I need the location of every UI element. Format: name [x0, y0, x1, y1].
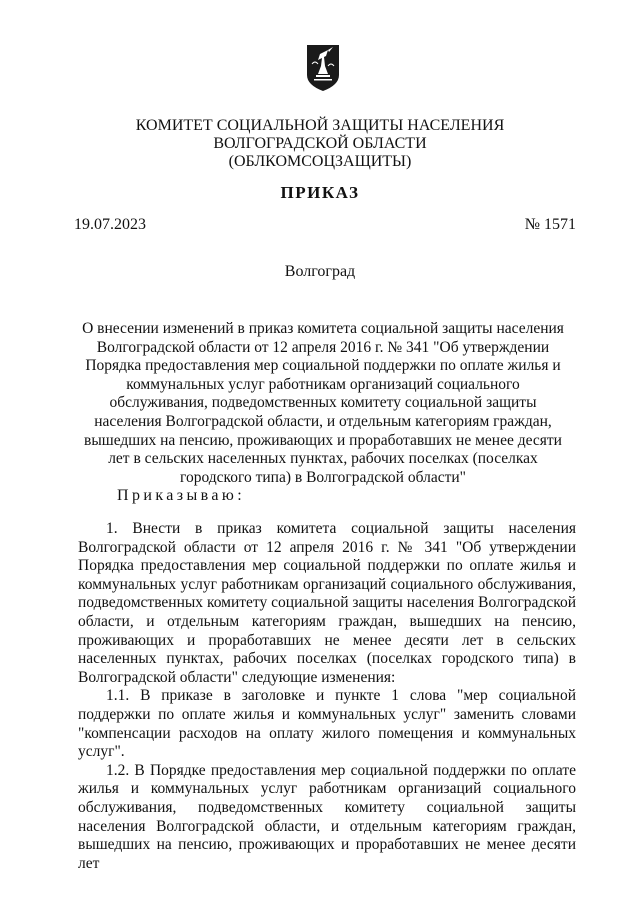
document-number: № 1571	[524, 216, 576, 233]
document-date: 19.07.2023	[74, 216, 146, 233]
document-body	[78, 520, 576, 873]
document-city: Волгоград	[284, 263, 356, 280]
paragraph-1: 1. Внести в приказ комитета социальной защиты населения Волгоградской области от 12 апреля 2016 г. № 341 "Об утверждении Порядка предоставления мер социальной поддержки по оплате жилья и коммунальных услуг работникам организаций социального обслуживания, подведомственных комитету социальной защиты населения Волгоградской области, и отдельным категориям граждан, вышедших на пенсию, проживающих и проработавших не менее десяти лет в сельских населенных пунктах, рабочих поселках (поселках городского типа) в Волгоградской области" следующие изменения:	[78, 520, 576, 686]
order-directive: Приказываю:	[117, 487, 246, 504]
organization-header	[60, 117, 580, 171]
organization-name-line-1: КОМИТЕТ СОЦИАЛЬНОЙ ЗАЩИТЫ НАСЕЛЕНИЯ	[135, 117, 505, 134]
organization-name-line-2: ВОЛГОГРАДСКОЙ ОБЛАСТИ	[213, 135, 427, 152]
document-subject: О внесении изменений в приказ комитета социальной защиты населения Волгоградской области от 12 апреля 2016 г. № 341 "Об утверждении Порядка предоставления мер социальной поддержки по оплате жилья и коммунальных услуг работникам организаций социального обслуживания, подведомственных комитету социальной защиты населения Волгоградской области, и отдельным категориям граждан, вышедших на пенсию, проживающих и проработавших не менее десяти лет в сельских населенных пунктах, рабочих поселках (поселках городского типа) в Волгоградской области"	[82, 320, 564, 486]
paragraph-1-1: 1.1. В приказе в заголовке и пункте 1 слова "мер социальной поддержки по оплате жилья и коммунальных услуг" заменить словами "компенсации расходов на оплату жилого помещения и коммунальных услуг".	[78, 687, 576, 761]
paragraph-1-2: 1.2. В Порядке предоставления мер социальной поддержки по оплате жилья и коммунальных услуг работникам организаций социального обслуживания, подведомственных комитету социальной защиты населения Волгоградской области, и отдельным категориям граждан, вышедших на пенсию, проживающих и проработавших не менее десяти лет	[78, 761, 576, 872]
volgograd-coat-of-arms-icon	[306, 44, 340, 92]
document-type: ПРИКАЗ	[280, 183, 360, 202]
organization-name-line-3: (ОБЛКОМСОЦЗАЩИТЫ)	[228, 153, 412, 170]
